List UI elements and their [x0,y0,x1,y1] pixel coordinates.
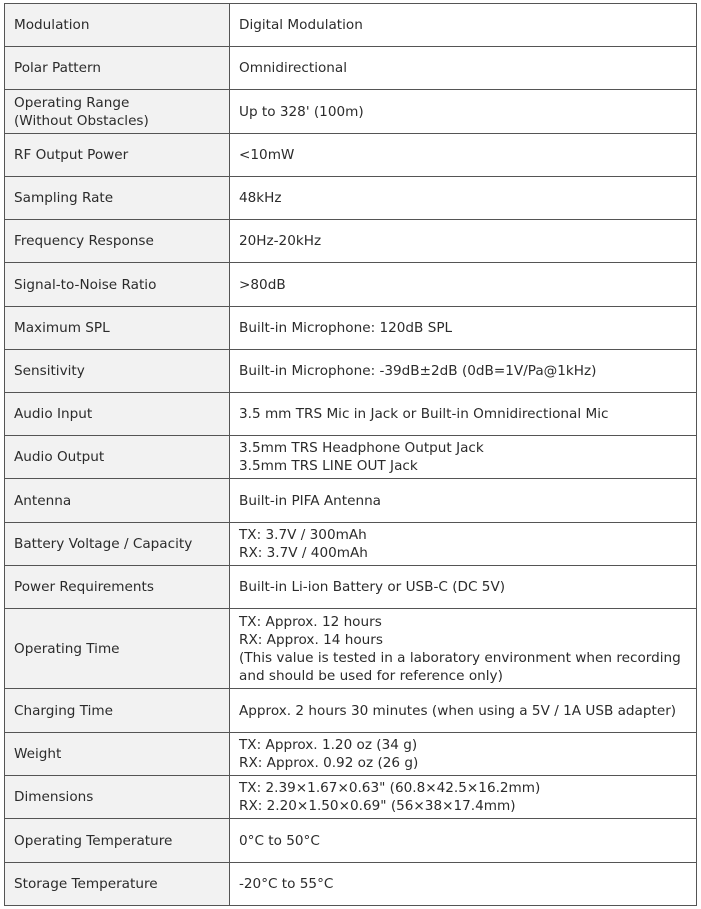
spec-value [230,689,697,733]
spec-value-line: 0°C to 50°C [239,832,320,849]
spec-label-line: (Without Obstacles) [14,112,149,129]
spec-value-line: TX: 3.7V / 300mAh [239,527,367,543]
spec-label [5,90,230,134]
spec-label-line: Audio Input [14,406,93,422]
spec-value-line: >80dB [239,276,286,293]
spec-value-line: 48kHz [239,190,282,206]
spec-row [5,479,697,523]
spec-label [5,307,230,350]
spec-label-line: Operating Range [14,94,130,111]
spec-value [230,776,697,819]
spec-value-line: TX: Approx. 12 hours [239,613,382,630]
spec-value-line: RX: Approx. 0.92 oz (26 g) [239,755,419,771]
spec-row [5,177,697,220]
spec-label-line: Signal-to-Noise Ratio [14,276,157,293]
spec-value-line: (This value is tested in a laboratory environment when recording and should be used for reference only) [239,649,681,684]
spec-value [230,90,697,134]
spec-value-line: Built-in Microphone: -39dB±2dB (0dB=1V/Pa@1kHz) [239,363,597,379]
spec-label [5,177,230,220]
spec-label [5,479,230,523]
spec-value-line: Approx. 2 hours 30 minutes (when using a 5V / 1A USB adapter) [239,702,677,719]
spec-value [230,566,697,609]
spec-value [230,177,697,220]
spec-value-line: 3.5 mm TRS Mic in Jack or Built-in Omnidirectional Mic [239,406,609,422]
spec-label [5,350,230,393]
spec-value-line: Built-in Microphone: 120dB SPL [239,320,453,336]
spec-value-line: RX: 3.7V / 400mAh [239,545,368,561]
spec-value-line: RX: 2.20×1.50×0.69" (56×38×17.4mm) [239,798,516,814]
spec-value [230,523,697,566]
spec-label [5,523,230,566]
spec-label-line: Storage Temperature [14,876,158,892]
spec-label-line: Operating Temperature [14,832,173,849]
spec-value-line: 3.5mm TRS LINE OUT Jack [239,458,418,474]
spec-value-line: -20°C to 55°C [239,876,334,892]
spec-value-line: TX: Approx. 1.20 oz (34 g) [239,737,418,753]
spec-label [5,566,230,609]
spec-value [230,393,697,436]
spec-row [5,4,697,47]
spec-label [5,4,230,47]
spec-label-line: Antenna [14,492,72,509]
spec-value-line: <10mW [239,147,295,163]
spec-value-line: TX: 2.39×1.67×0.63" (60.8×42.5×16.2mm) [239,780,541,796]
spec-row [5,47,697,90]
spec-row [5,863,697,906]
spec-value [230,609,697,689]
spec-label-line: RF Output Power [14,147,129,163]
spec-value-line: 3.5mm TRS Headphone Output Jack [239,440,484,456]
spec-value [230,220,697,263]
spec-value-line: 20Hz-20kHz [239,233,322,249]
spec-label [5,733,230,776]
spec-value [230,819,697,863]
spec-row [5,134,697,177]
spec-label-line: Battery Voltage / Capacity [14,536,193,552]
spec-value [230,436,697,479]
spec-label-line: Maximum SPL [14,320,110,336]
spec-row [5,350,697,393]
spec-label [5,689,230,733]
spec-value-line: Digital Modulation [239,17,363,33]
spec-row [5,566,697,609]
spec-label [5,609,230,689]
spec-value-line: Up to 328' (100m) [239,103,364,120]
spec-value [230,863,697,906]
spec-label [5,863,230,906]
spec-value-line: Built-in PIFA Antenna [239,492,382,509]
spec-label [5,134,230,177]
spec-value [230,307,697,350]
spec-row [5,776,697,819]
spec-label [5,263,230,307]
spec-label-line: Sensitivity [14,363,85,379]
spec-value-line: Omnidirectional [239,60,348,76]
spec-label-line: Dimensions [14,789,94,805]
spec-row [5,263,697,307]
spec-label-line: Frequency Response [14,233,154,249]
spec-label-line: Polar Pattern [14,60,101,76]
spec-label-line: Audio Output [14,449,105,465]
spec-value [230,350,697,393]
spec-label-line: Operating Time [14,640,120,657]
spec-value-line: RX: Approx. 14 hours [239,631,383,648]
spec-value [230,263,697,307]
spec-row [5,733,697,776]
spec-table [4,3,697,906]
spec-label [5,819,230,863]
spec-row [5,609,697,689]
spec-row [5,393,697,436]
spec-table-body [5,4,697,906]
spec-label [5,220,230,263]
spec-label-line: Modulation [14,17,90,33]
spec-value [230,134,697,177]
spec-label-line: Power Requirements [14,579,154,595]
spec-value [230,47,697,90]
spec-value-line: Built-in Li-ion Battery or USB-C (DC 5V) [239,579,506,595]
spec-row [5,523,697,566]
spec-row [5,689,697,733]
spec-row [5,90,697,134]
spec-label-line: Weight [14,746,62,762]
spec-value [230,4,697,47]
spec-label-line: Charging Time [14,702,114,719]
spec-label [5,436,230,479]
spec-row [5,307,697,350]
spec-label-line: Sampling Rate [14,190,114,206]
spec-row [5,436,697,479]
spec-label [5,393,230,436]
spec-label [5,776,230,819]
spec-row [5,819,697,863]
spec-value [230,733,697,776]
spec-row [5,220,697,263]
spec-label [5,47,230,90]
spec-value [230,479,697,523]
